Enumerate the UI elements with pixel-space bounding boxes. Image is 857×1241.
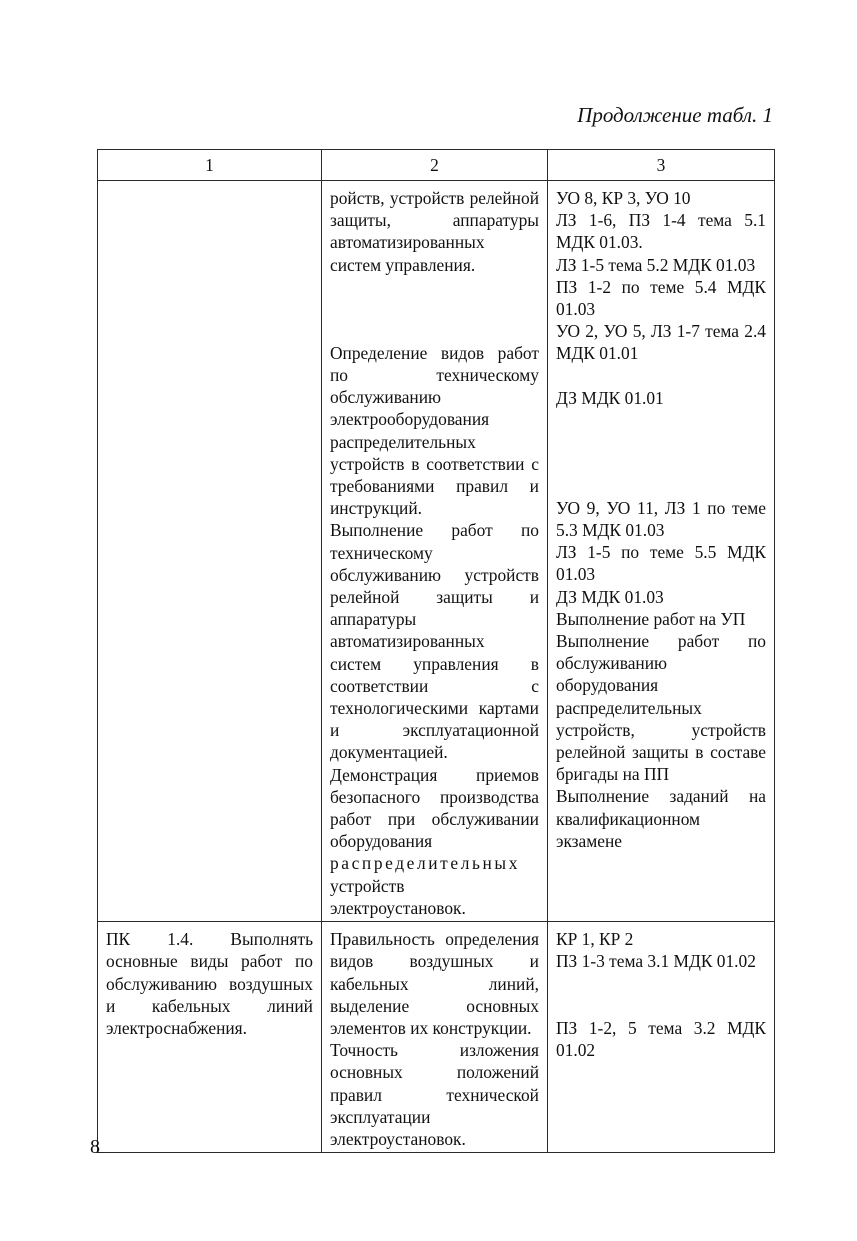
competency-table — [97, 149, 775, 1153]
row2-col1-cell — [98, 922, 322, 1153]
result-text: ройств, устройств релейной защиты, аппаратуры автоматизированных систем управления. — [330, 188, 539, 275]
header-cell-2: 2 — [322, 150, 548, 181]
assessment-item: УО 8, КР 3, УО 10 — [556, 188, 691, 208]
row1-col3-cell — [548, 181, 775, 922]
row2-col3-cell — [548, 922, 775, 1153]
spacer — [556, 409, 766, 497]
header-cell-3: 3 — [548, 150, 775, 181]
result-text: устройств электроустановок. — [330, 875, 466, 918]
spacer — [556, 973, 766, 1017]
assessment-item: ДЗ МДК 01.03 — [556, 586, 664, 607]
result-text: Правильность определения видов воздушных и кабельных линий, выделение основных элементов их конструкции. — [330, 929, 539, 1038]
assessment-item: ЛЗ 1-5 по теме 5.5 МДК 01.03 — [556, 542, 766, 585]
page-number: 8 — [90, 1136, 100, 1158]
assessment-item: Выполнение работ на УП — [556, 608, 746, 629]
table-caption: Продолжение табл. 1 — [577, 103, 773, 127]
competency-text: ПК 1.4. Выполнять основные виды работ по обслуживанию воздушных и кабельных линий электроснабжения. — [106, 929, 313, 1038]
row1-col2-cell — [322, 181, 548, 922]
assessment-item: Выполнение работ по обслуживанию оборудования распределительных устройств, устройств релейной защиты в составе бригады на ПП — [556, 631, 766, 785]
table-header-row — [98, 150, 775, 181]
spacer — [330, 276, 539, 342]
spacer — [556, 365, 766, 387]
assessment-item: ПЗ 1-2 по теме 5.4 МДК 01.03 — [556, 276, 766, 320]
assessment-item: КР 1, КР 2 — [556, 929, 634, 950]
row1-col1-cell — [98, 181, 322, 922]
result-text: Точность изложения основных положений правил технической эксплуатации электроустановок. — [330, 1040, 539, 1149]
result-text: распределительных — [330, 853, 520, 874]
assessment-item: ЛЗ 1-5 тема 5.2 МДК 01.03 — [556, 254, 756, 275]
row2-col2-cell — [322, 922, 548, 1153]
assessment-item: ПЗ 1-3 тема 3.1 МДК 01.02 — [556, 951, 756, 972]
assessment-item: ПЗ 1-2, 5 тема 3.2 МДК 01.02 — [556, 1017, 766, 1060]
assessment-item: УО 2, УО 5, ЛЗ 1-7 тема 2.4 МДК 01.01 — [556, 321, 766, 364]
result-text: Выполнение работ по техническому обслуживанию устройств релейной защиты и аппаратуры автоматизированных систем управления в соответствии с технологическими картами и эксплуатационной документацией. — [330, 520, 539, 763]
result-text: Определение видов работ по техническому обслуживанию электрооборудования распределительных устройств в соответствии с требованиями правил и инструкций. — [330, 342, 539, 519]
assessment-item: УО 9, УО 11, ЛЗ 1 по теме 5.3 МДК 01.03 — [556, 497, 766, 541]
assessment-item: ЛЗ 1-6, ПЗ 1-4 тема 5.1 МДК 01.03. — [556, 210, 766, 253]
table-row — [98, 922, 775, 1153]
header-cell-1: 1 — [98, 150, 322, 181]
result-text: Демонстрация приемов безопасного производства работ при обслуживании оборудования — [330, 764, 539, 852]
table-row — [98, 181, 775, 922]
assessment-item: ДЗ МДК 01.01 — [556, 387, 664, 408]
assessment-item: Выполнение заданий на квалификационном экзамене — [556, 786, 766, 851]
